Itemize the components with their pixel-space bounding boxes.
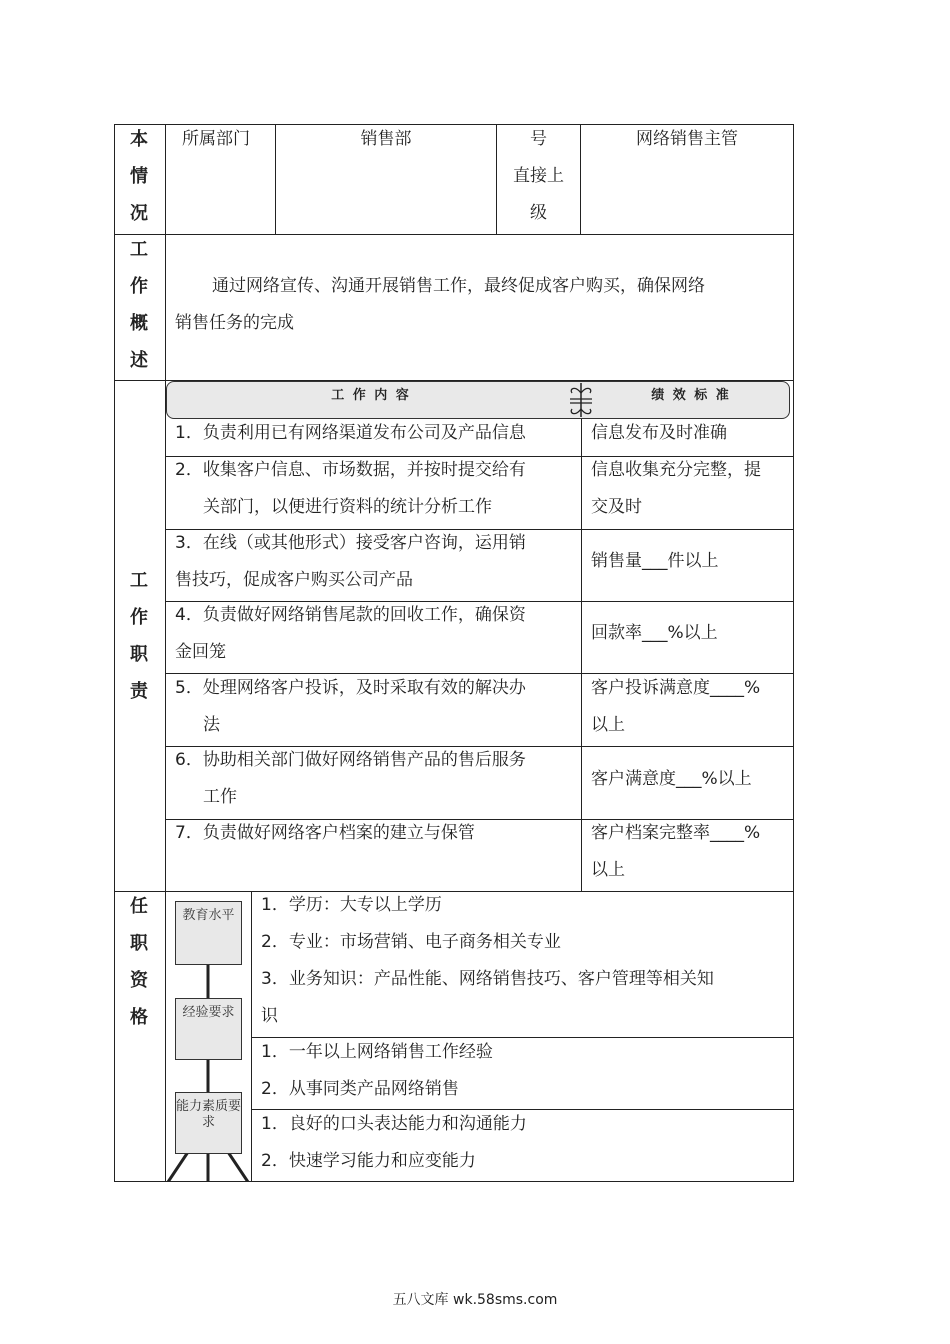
education-box: 教育水平: [175, 901, 242, 965]
side-char: 工: [130, 570, 148, 591]
duties-header-left: 工 作 内 容: [331, 388, 411, 403]
duties-side-label: [114, 562, 164, 710]
experience-item: 1．一年以上网络销售工作经验: [261, 1042, 493, 1062]
overview-side-label: [114, 231, 164, 379]
duty-standard: 客户满意度___%以上: [591, 769, 752, 789]
duty-item: 7．负责做好网络客户档案的建立与保管: [175, 823, 475, 843]
side-char: 情: [130, 166, 148, 187]
duty-item: 2．收集客户信息、市场数据，并按时提交给有: [175, 460, 526, 480]
superior-label-line: 级: [530, 203, 547, 223]
duty-item-cont: 关部门，以便进行资料的统计分析工作: [203, 497, 492, 517]
duty-standard: 客户档案完整率____%: [591, 823, 761, 843]
duty-item: 6．协助相关部门做好网络销售产品的售后服务: [175, 750, 526, 770]
side-char: 资: [130, 970, 148, 991]
duties-header-right: 绩 效 标 准: [651, 388, 731, 403]
qualification-side-label: [114, 888, 164, 1036]
duty-item-cont: 售技巧，促成客户购买公司产品: [175, 570, 413, 590]
ability-item: 1．良好的口头表达能力和沟通能力: [261, 1114, 527, 1134]
side-char: 作: [130, 276, 148, 297]
dept-label: 所属部门: [182, 129, 250, 149]
duty-standard-cont: 交及时: [591, 497, 642, 517]
duty-standard: 销售量___件以上: [591, 551, 719, 571]
ability-item: 2．快速学习能力和应变能力: [261, 1151, 476, 1171]
side-char: 概: [130, 313, 148, 334]
duty-standard: 回款率___%以上: [591, 623, 718, 643]
superior-label: [497, 121, 580, 232]
side-char: 工: [130, 239, 148, 260]
table-right-border: [793, 124, 794, 1182]
superior-value: 网络销售主管: [636, 129, 738, 149]
row-divider: [114, 234, 794, 235]
superior-label-line: 直接上: [513, 166, 564, 186]
dept-value: 销售部: [360, 129, 412, 149]
duty-standard-cont: 以上: [591, 860, 625, 880]
scroll-ornament-icon: [564, 381, 598, 419]
superior-label-line: 号: [530, 129, 547, 149]
duty-item: 3．在线（或其他形式）接受客户咨询，运用销: [175, 533, 526, 553]
ability-box: 能力素质要求: [175, 1092, 242, 1154]
education-item: 2．专业：市场营销、电子商务相关专业: [261, 932, 561, 952]
side-char: 本: [130, 129, 148, 150]
basic-side-label: [114, 121, 164, 232]
duty-item: 5．处理网络客户投诉，及时采取有效的解决办: [175, 678, 526, 698]
experience-box: 经验要求: [175, 998, 242, 1060]
overview-text-line2: 销售任务的完成: [175, 313, 294, 333]
duty-item-cont: 金回笼: [175, 642, 226, 662]
duty-standard: 信息收集充分完整，提: [591, 460, 761, 480]
side-char: 格: [130, 1007, 148, 1028]
side-char: 职: [130, 644, 148, 665]
duty-standard: 客户投诉满意度____%: [591, 678, 761, 698]
education-item: 3．业务知识：产品性能、网络销售技巧、客户管理等相关知: [261, 969, 714, 989]
duties-column-divider: [581, 419, 582, 892]
side-char: 职: [130, 933, 148, 954]
side-char: 述: [130, 350, 148, 371]
duty-item: 4．负责做好网络销售尾款的回收工作，确保资: [175, 605, 526, 625]
duty-standard-cont: 以上: [591, 715, 625, 735]
duty-item-cont: 法: [203, 715, 220, 735]
duty-standard: 信息发布及时准确: [591, 423, 727, 443]
side-char: 任: [130, 896, 148, 917]
side-char: 责: [130, 681, 148, 702]
experience-item: 2．从事同类产品网络销售: [261, 1079, 459, 1099]
overview-text-line1: 通过网络宣传、沟通开展销售工作，最终促成客户购买，确保网络: [212, 276, 705, 296]
side-char: 况: [130, 203, 148, 224]
footer-watermark: 五八文库 wk.58sms.com: [392, 1292, 558, 1308]
duty-item: 1．负责利用已有网络渠道发布公司及产品信息: [175, 423, 526, 443]
education-item-cont: 识: [261, 1006, 278, 1026]
side-char: 作: [130, 607, 148, 628]
duty-item-cont: 工作: [203, 787, 237, 807]
education-item: 1．学历：大专以上学历: [261, 895, 442, 915]
